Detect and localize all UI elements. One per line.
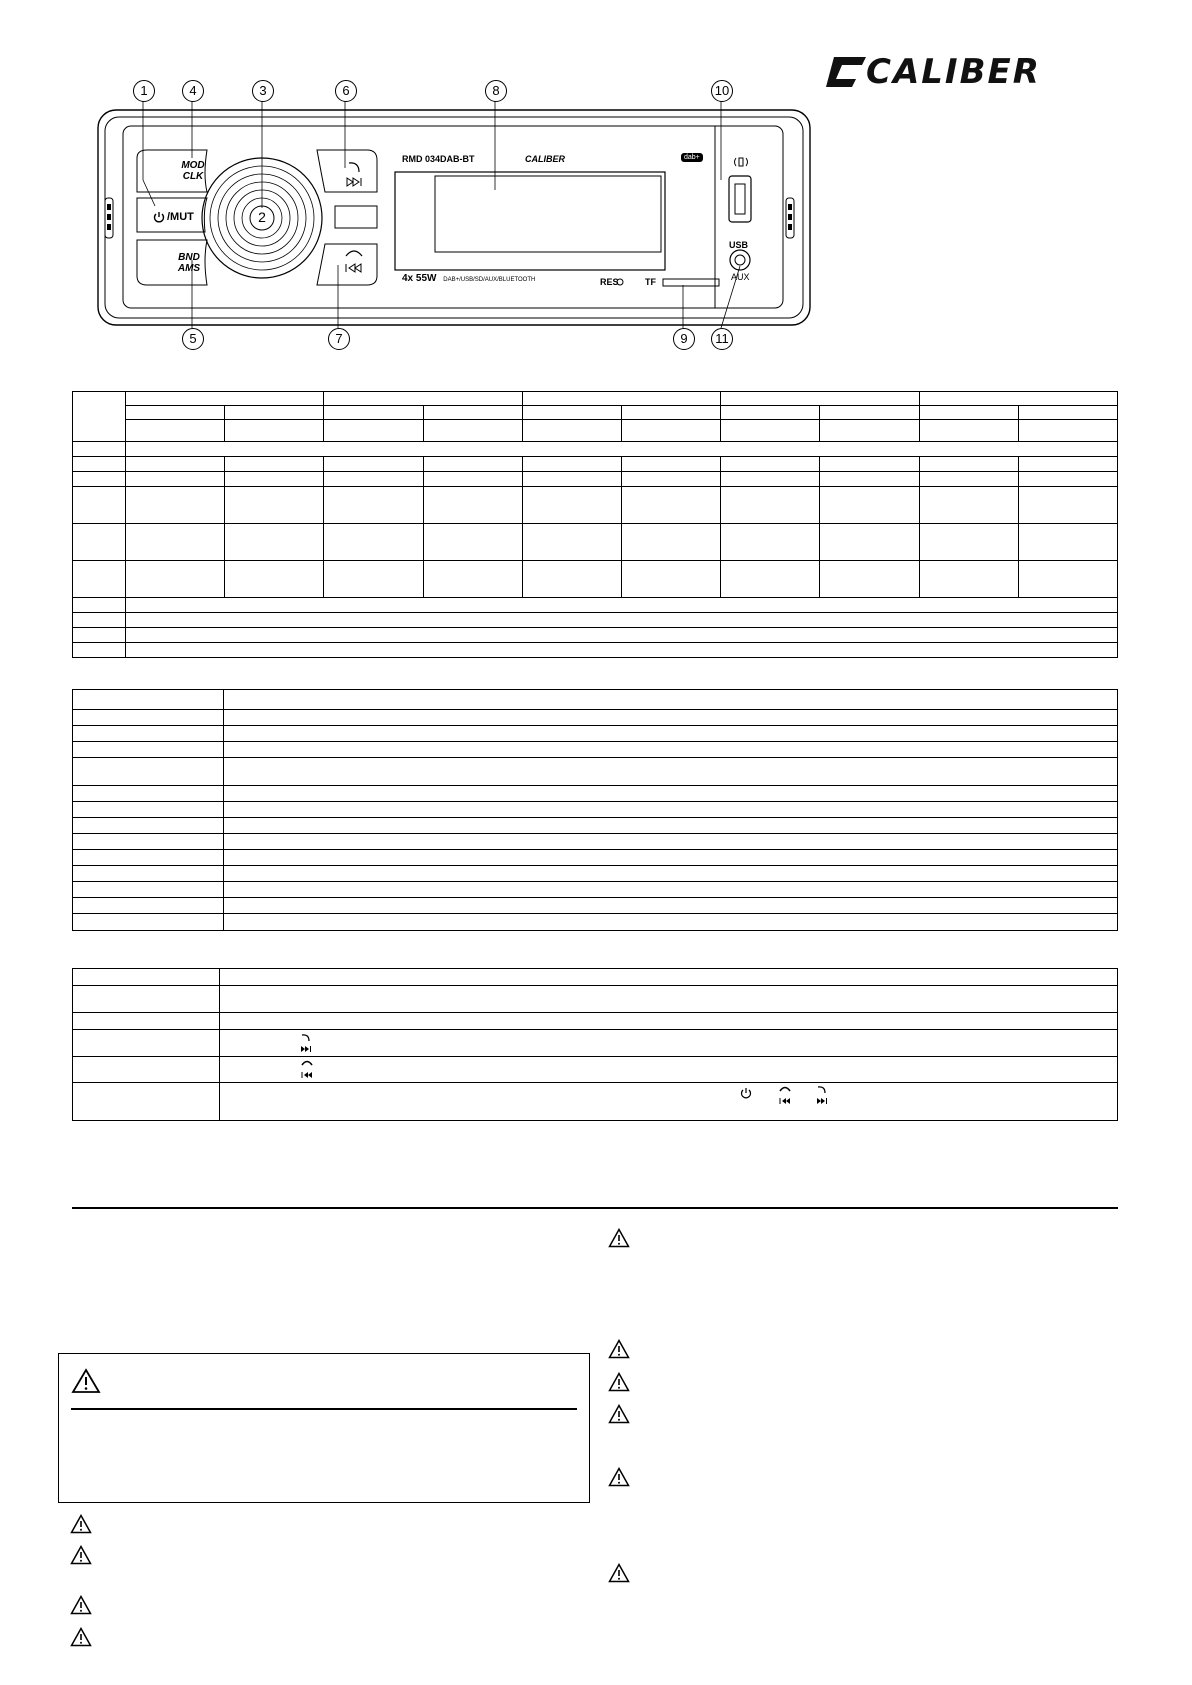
phone-answer-icon xyxy=(349,163,359,172)
spec-cell xyxy=(522,420,621,442)
table-row xyxy=(73,442,1118,457)
table-row xyxy=(73,561,1118,598)
table-row xyxy=(73,818,1118,834)
band-ams-button[interactable] xyxy=(171,252,207,274)
callout-10: 10 xyxy=(711,80,733,102)
warning-icon xyxy=(608,1372,630,1392)
warning-icon xyxy=(70,1627,92,1647)
table-cell xyxy=(324,524,423,561)
table-row xyxy=(73,524,1118,561)
spec-sub-header xyxy=(324,406,423,420)
phone-desc-cell xyxy=(220,1083,1118,1121)
spec-table xyxy=(72,391,1118,658)
phone-action-cell xyxy=(73,986,220,1013)
table-cell xyxy=(820,487,919,524)
warning-icon xyxy=(71,1368,101,1394)
spec-group-header xyxy=(126,392,324,406)
spec-sub-header xyxy=(1018,406,1117,420)
feature-name-cell xyxy=(73,786,224,802)
next-track-button[interactable] xyxy=(345,160,365,188)
phone-table xyxy=(72,968,1118,1121)
table-cell xyxy=(423,487,522,524)
feature-desc-cell xyxy=(224,882,1118,898)
table-row xyxy=(73,834,1118,850)
table-cell xyxy=(721,472,820,487)
spec-wide-cell xyxy=(126,628,1118,643)
spec-sub-header xyxy=(522,406,621,420)
feature-name-cell xyxy=(73,818,224,834)
callout-6: 6 xyxy=(335,80,357,102)
table-cell xyxy=(919,524,1018,561)
table-row xyxy=(73,690,1118,710)
table-cell xyxy=(919,457,1018,472)
spec-wide-cell xyxy=(126,643,1118,658)
table-row xyxy=(73,598,1118,613)
table-row xyxy=(73,643,1118,658)
phone-hangup-icon xyxy=(778,1085,792,1110)
spec-cell xyxy=(423,420,522,442)
feature-desc-cell xyxy=(224,898,1118,914)
callout-5: 5 xyxy=(182,328,204,350)
table-cell xyxy=(73,643,126,658)
power-icon xyxy=(740,1086,752,1104)
feature-desc-cell xyxy=(224,818,1118,834)
spec-group-header xyxy=(919,392,1118,406)
phone-action-cell xyxy=(73,1083,220,1121)
table-cell xyxy=(324,561,423,598)
table-row xyxy=(73,613,1118,628)
spec-group-header xyxy=(324,392,522,406)
table-cell xyxy=(126,457,225,472)
table-cell xyxy=(126,487,225,524)
phone-desc-cell xyxy=(220,1013,1118,1030)
spec-corner-cell xyxy=(73,392,126,442)
table-cell xyxy=(73,442,126,457)
table-cell xyxy=(73,487,126,524)
table-cell xyxy=(225,524,324,561)
table-row xyxy=(73,742,1118,758)
spec-wide-cell xyxy=(126,613,1118,628)
table-row xyxy=(73,710,1118,726)
table-cell xyxy=(423,561,522,598)
callout-7: 7 xyxy=(328,328,350,350)
callout-3: 3 xyxy=(252,80,274,102)
phone-desc-cell xyxy=(220,1030,1118,1057)
callout-1: 1 xyxy=(133,80,155,102)
feature-desc-cell xyxy=(224,710,1118,726)
table-cell xyxy=(820,457,919,472)
feature-desc-cell xyxy=(224,758,1118,786)
spec-sub-header xyxy=(721,406,820,420)
table-cell xyxy=(522,472,621,487)
spec-cell xyxy=(324,420,423,442)
power-mute-button[interactable] xyxy=(153,211,194,223)
table-cell xyxy=(721,457,820,472)
ams-label: AMS xyxy=(177,263,201,274)
table-cell xyxy=(721,524,820,561)
table-cell xyxy=(522,487,621,524)
warning-icon xyxy=(608,1467,630,1487)
feature-name-cell xyxy=(73,914,224,931)
table-cell xyxy=(225,472,324,487)
table-cell xyxy=(621,457,720,472)
warning-icon xyxy=(70,1514,92,1534)
clock-label: CLK xyxy=(182,171,204,182)
table-cell xyxy=(126,524,225,561)
spec-wide-cell xyxy=(126,442,1118,457)
feature-name-cell xyxy=(73,834,224,850)
feature-desc-cell xyxy=(224,742,1118,758)
spec-sub-header xyxy=(919,406,1018,420)
prev-track-button[interactable] xyxy=(343,248,365,276)
table-cell xyxy=(820,524,919,561)
callout-4: 4 xyxy=(182,80,204,102)
feature-desc-cell xyxy=(224,786,1118,802)
table-row xyxy=(73,487,1118,524)
table-cell xyxy=(225,487,324,524)
spec-group-header xyxy=(721,392,919,406)
warning-icon xyxy=(608,1563,630,1583)
brand-logo-text: CALIBER xyxy=(866,52,1041,92)
brand-logo-mark-icon xyxy=(826,55,866,89)
feature-desc-cell xyxy=(224,850,1118,866)
table-cell xyxy=(1018,561,1117,598)
table-row xyxy=(73,1013,1118,1030)
table-cell xyxy=(73,524,126,561)
mute-label: /MUT xyxy=(167,211,194,223)
table-cell xyxy=(621,472,720,487)
table-cell xyxy=(225,457,324,472)
mode-label: MOD xyxy=(181,160,205,171)
phone-hangup-icon xyxy=(300,1059,314,1084)
feature-name-cell xyxy=(73,758,224,786)
dab-badge: dab+ xyxy=(681,153,703,162)
spec-wide-cell xyxy=(126,598,1118,613)
table-row xyxy=(73,1030,1118,1057)
table-cell xyxy=(919,472,1018,487)
table-row xyxy=(73,472,1118,487)
table-cell xyxy=(621,524,720,561)
phone-action-cell xyxy=(73,1030,220,1057)
spec-sub-header xyxy=(126,406,225,420)
spec-cell xyxy=(225,420,324,442)
table-cell xyxy=(621,561,720,598)
table-cell xyxy=(423,457,522,472)
table-cell xyxy=(225,561,324,598)
table-cell xyxy=(522,524,621,561)
table-cell xyxy=(1018,457,1117,472)
table-cell xyxy=(73,561,126,598)
phone-action-cell xyxy=(73,969,220,986)
table-cell xyxy=(73,628,126,643)
feature-name-cell xyxy=(73,866,224,882)
table-row xyxy=(73,986,1118,1013)
callout-8: 8 xyxy=(485,80,507,102)
phone-answer-icon xyxy=(816,1085,828,1110)
callout-9: 9 xyxy=(673,328,695,350)
phone-action-cell xyxy=(73,1013,220,1030)
power-spec: 4x 55W xyxy=(402,273,437,284)
phone-action-cell xyxy=(73,1057,220,1083)
warning-icon xyxy=(608,1339,630,1359)
feature-table xyxy=(72,689,1118,931)
mode-clock-button[interactable] xyxy=(175,160,211,182)
tf-slot-label: TF xyxy=(645,277,656,287)
spec-cell xyxy=(1018,420,1117,442)
small-brand-label: CALIBER xyxy=(525,154,565,164)
table-cell xyxy=(324,457,423,472)
spec-cell xyxy=(919,420,1018,442)
table-row xyxy=(73,969,1118,986)
table-cell xyxy=(522,561,621,598)
spec-cell xyxy=(820,420,919,442)
feature-name-cell xyxy=(73,690,224,710)
power-spec-label xyxy=(402,273,535,284)
phone-hangup-icon xyxy=(346,251,362,256)
phone-desc-cell xyxy=(220,986,1118,1013)
feature-name-cell xyxy=(73,742,224,758)
table-row xyxy=(73,914,1118,931)
feature-desc-cell xyxy=(224,690,1118,710)
table-row xyxy=(73,1057,1118,1083)
table-cell xyxy=(73,457,126,472)
table-row xyxy=(73,850,1118,866)
model-label: RMD 034DAB-BT xyxy=(402,154,475,164)
warning-icon xyxy=(608,1404,630,1424)
brand-logo xyxy=(826,52,1116,92)
table-cell xyxy=(919,561,1018,598)
spec-sub-header xyxy=(225,406,324,420)
warning-icon xyxy=(70,1595,92,1615)
aux-label: AUX xyxy=(731,272,750,282)
table-cell xyxy=(73,472,126,487)
device-outline xyxy=(95,80,815,360)
table-cell xyxy=(126,561,225,598)
table-cell xyxy=(721,487,820,524)
table-row xyxy=(73,726,1118,742)
table-cell xyxy=(820,472,919,487)
spec-cell xyxy=(126,420,225,442)
table-row xyxy=(73,758,1118,786)
table-row xyxy=(73,406,1118,420)
table-row xyxy=(73,392,1118,406)
table-cell xyxy=(73,613,126,628)
table-row xyxy=(73,866,1118,882)
table-row xyxy=(73,802,1118,818)
feature-name-cell xyxy=(73,802,224,818)
table-cell xyxy=(324,487,423,524)
feature-desc-cell xyxy=(224,866,1118,882)
volume-knob-number: 2 xyxy=(258,209,266,225)
section-divider xyxy=(72,1207,1118,1209)
next-track-icon xyxy=(347,178,353,186)
table-cell xyxy=(423,524,522,561)
feature-name-cell xyxy=(73,710,224,726)
power-icon xyxy=(153,211,165,223)
feature-desc-cell xyxy=(224,802,1118,818)
table-cell xyxy=(1018,524,1117,561)
table-row xyxy=(73,898,1118,914)
warning-icon xyxy=(608,1228,630,1248)
table-cell xyxy=(1018,472,1117,487)
table-cell xyxy=(820,561,919,598)
phone-answer-icon xyxy=(300,1033,312,1058)
band-label: BND xyxy=(178,252,200,263)
table-row xyxy=(73,420,1118,442)
warning-icon xyxy=(70,1545,92,1565)
speaker-icon xyxy=(731,156,751,168)
reset-label: RES xyxy=(600,277,619,287)
table-cell xyxy=(522,457,621,472)
table-row xyxy=(73,882,1118,898)
table-row xyxy=(73,786,1118,802)
spec-cell xyxy=(621,420,720,442)
table-cell xyxy=(126,472,225,487)
warning-box-rule xyxy=(71,1408,577,1410)
phone-desc-cell xyxy=(220,1057,1118,1083)
spec-group-header xyxy=(522,392,720,406)
table-row xyxy=(73,457,1118,472)
table-cell xyxy=(423,472,522,487)
table-row xyxy=(73,1083,1118,1121)
spec-cell xyxy=(721,420,820,442)
feature-desc-cell xyxy=(224,726,1118,742)
spec-sub-header xyxy=(423,406,522,420)
spec-sub-header xyxy=(820,406,919,420)
usb-label: USB xyxy=(729,240,749,250)
feature-name-cell xyxy=(73,898,224,914)
table-cell xyxy=(1018,487,1117,524)
feature-name-cell xyxy=(73,726,224,742)
table-cell xyxy=(324,472,423,487)
feature-name-cell xyxy=(73,850,224,866)
feature-desc-cell xyxy=(224,834,1118,850)
feature-desc-cell xyxy=(224,914,1118,931)
phone-desc-cell xyxy=(220,969,1118,986)
warning-box xyxy=(58,1353,590,1503)
table-row xyxy=(73,628,1118,643)
table-cell xyxy=(919,487,1018,524)
table-cell xyxy=(721,561,820,598)
callout-11: 11 xyxy=(711,328,733,350)
table-cell xyxy=(621,487,720,524)
feature-name-cell xyxy=(73,882,224,898)
device-diagram xyxy=(95,80,815,360)
spec-sub-header xyxy=(621,406,720,420)
sources-label: DAB+/USB/SD/AUX/BLUETOOTH xyxy=(443,277,536,283)
table-cell xyxy=(73,598,126,613)
